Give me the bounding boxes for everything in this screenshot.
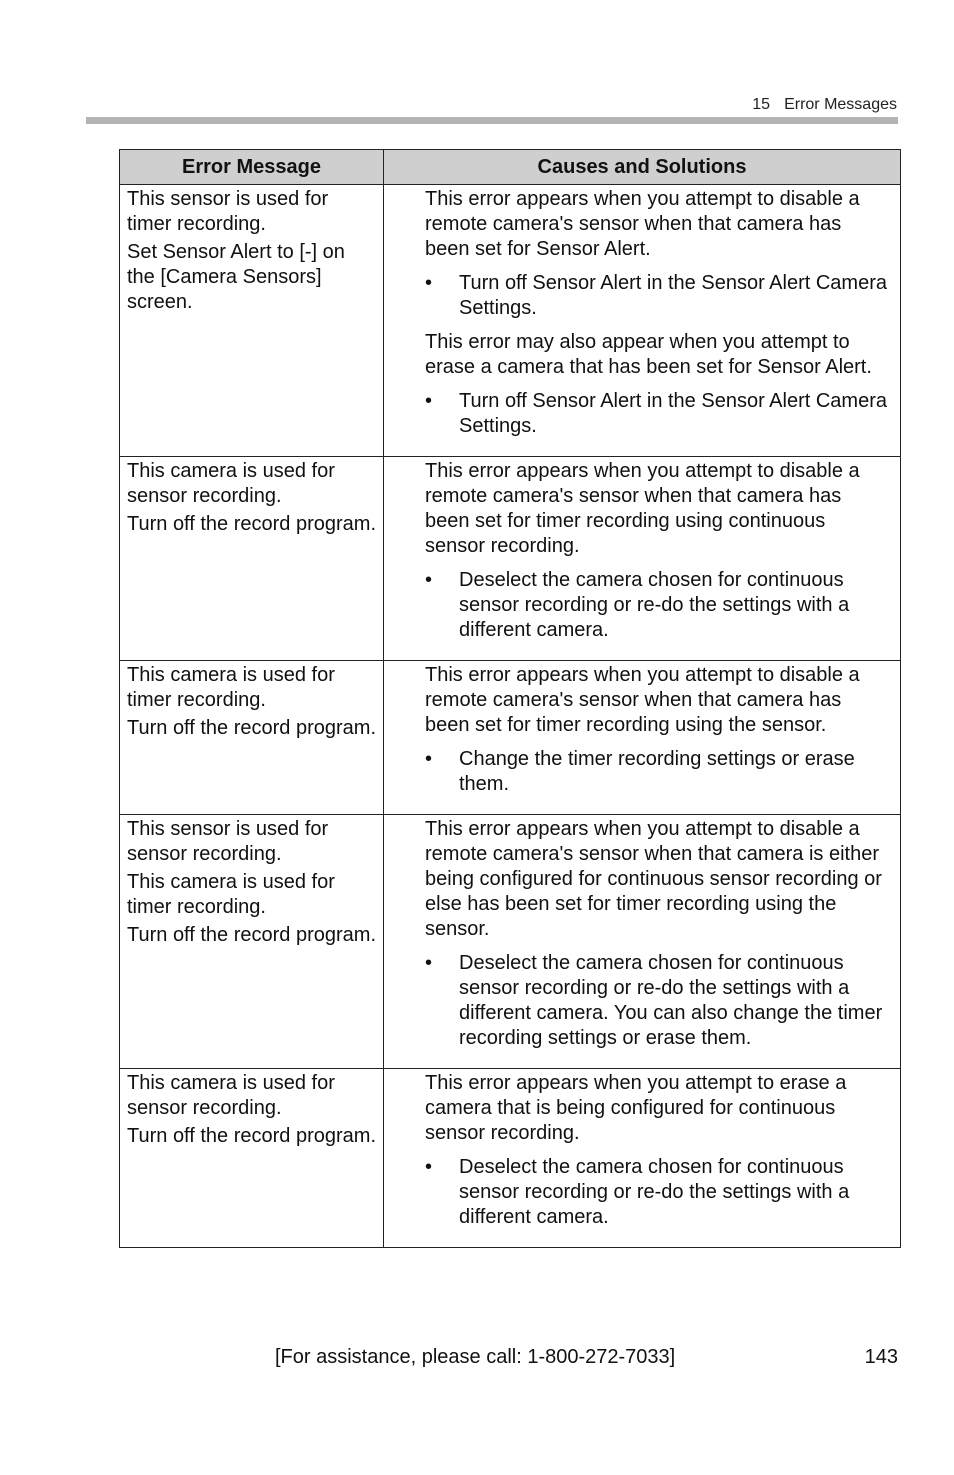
solution-bullet-text: Deselect the camera chosen for continuous sensor recording or re-do the settings with a different camera. [459, 569, 850, 641]
error-message-cell [120, 457, 384, 661]
solution-bullet [425, 747, 890, 797]
table-row [120, 815, 901, 1069]
bullet-icon: • [425, 952, 433, 974]
table-body [120, 185, 901, 1248]
error-message-line: This sensor is used for sensor recording. [127, 818, 329, 865]
solution-bullet [425, 389, 890, 439]
bullet-icon: • [425, 1156, 433, 1178]
column-header-error-message: Error Message [120, 150, 384, 185]
bullet-icon: • [425, 569, 433, 591]
error-message-line: Turn off the record program. [127, 924, 377, 946]
error-message-line: Set Sensor Alert to [-] on the [Camera Sensors] screen. [127, 241, 345, 313]
causes-solutions-cell [384, 1069, 901, 1248]
error-message-line: This camera is used for timer recording. [127, 664, 335, 711]
error-message-line: Turn off the record program. [127, 513, 377, 535]
cause-paragraph: This error appears when you attempt to disable a remote camera's sensor when that camera is either being configured for continuous sensor recording or else has been set for timer recording using the sensor. [425, 818, 882, 940]
error-message-cell [120, 1069, 384, 1248]
solution-bullet-text: Turn off Sensor Alert in the Sensor Alert Camera Settings. [459, 272, 887, 319]
chapter-number: 15 [752, 96, 771, 113]
error-message-line: Turn off the record program. [127, 1125, 377, 1147]
error-message-line: This camera is used for timer recording. [127, 871, 335, 918]
bullet-icon: • [425, 390, 433, 412]
cause-paragraph: This error appears when you attempt to disable a remote camera's sensor when that camera has been set for Sensor Alert. [425, 188, 860, 260]
cause-paragraph: This error appears when you attempt to disable a remote camera's sensor when that camera has been set for timer recording using continuous sensor recording. [425, 460, 860, 557]
error-message-line: Turn off the record program. [127, 717, 377, 739]
cause-paragraph: This error appears when you attempt to disable a remote camera's sensor when that camera has been set for timer recording using the sensor. [425, 664, 860, 736]
causes-solutions-cell [384, 661, 901, 815]
table-row [120, 661, 901, 815]
solution-bullet-text: Turn off Sensor Alert in the Sensor Alert Camera Settings. [459, 390, 887, 437]
table-header-row [120, 150, 901, 185]
solution-bullet-text: Deselect the camera chosen for continuous sensor recording or re-do the settings with a different camera. [459, 1156, 850, 1228]
solution-bullet-text: Change the timer recording settings or erase them. [459, 748, 855, 795]
table-row [120, 185, 901, 457]
error-message-line: This sensor is used for timer recording. [127, 188, 329, 235]
cause-paragraph: This error may also appear when you attempt to erase a camera that has been set for Sensor Alert. [425, 331, 872, 378]
table-row [120, 1069, 901, 1248]
causes-solutions-cell [384, 457, 901, 661]
header-rule [86, 117, 898, 124]
assistance-footer: [For assistance, please call: 1-800-272-7033] [275, 1346, 676, 1368]
solution-bullet [425, 271, 890, 321]
error-message-cell [120, 815, 384, 1069]
section-title: Error Messages [784, 96, 897, 113]
error-message-cell [120, 185, 384, 457]
cause-paragraph: This error appears when you attempt to erase a camera that is being configured for continuous sensor recording. [425, 1072, 847, 1144]
solution-bullet-text: Deselect the camera chosen for continuous sensor recording or re-do the settings with a different camera. You can also change the timer recording settings or erase them. [459, 952, 883, 1049]
error-message-line: This camera is used for sensor recording. [127, 460, 335, 507]
column-header-causes-solutions: Causes and Solutions [384, 150, 901, 185]
causes-solutions-cell [384, 815, 901, 1069]
bullet-icon: • [425, 748, 433, 770]
page-number: 143 [864, 1346, 898, 1368]
error-messages-table [119, 149, 901, 1248]
solution-bullet [425, 568, 890, 643]
bullet-icon: • [425, 272, 433, 294]
error-message-line: This camera is used for sensor recording. [127, 1072, 335, 1119]
causes-solutions-cell [384, 185, 901, 457]
running-header [752, 96, 897, 114]
solution-bullet [425, 1155, 890, 1230]
solution-bullet [425, 951, 890, 1051]
table-row [120, 457, 901, 661]
error-message-cell [120, 661, 384, 815]
